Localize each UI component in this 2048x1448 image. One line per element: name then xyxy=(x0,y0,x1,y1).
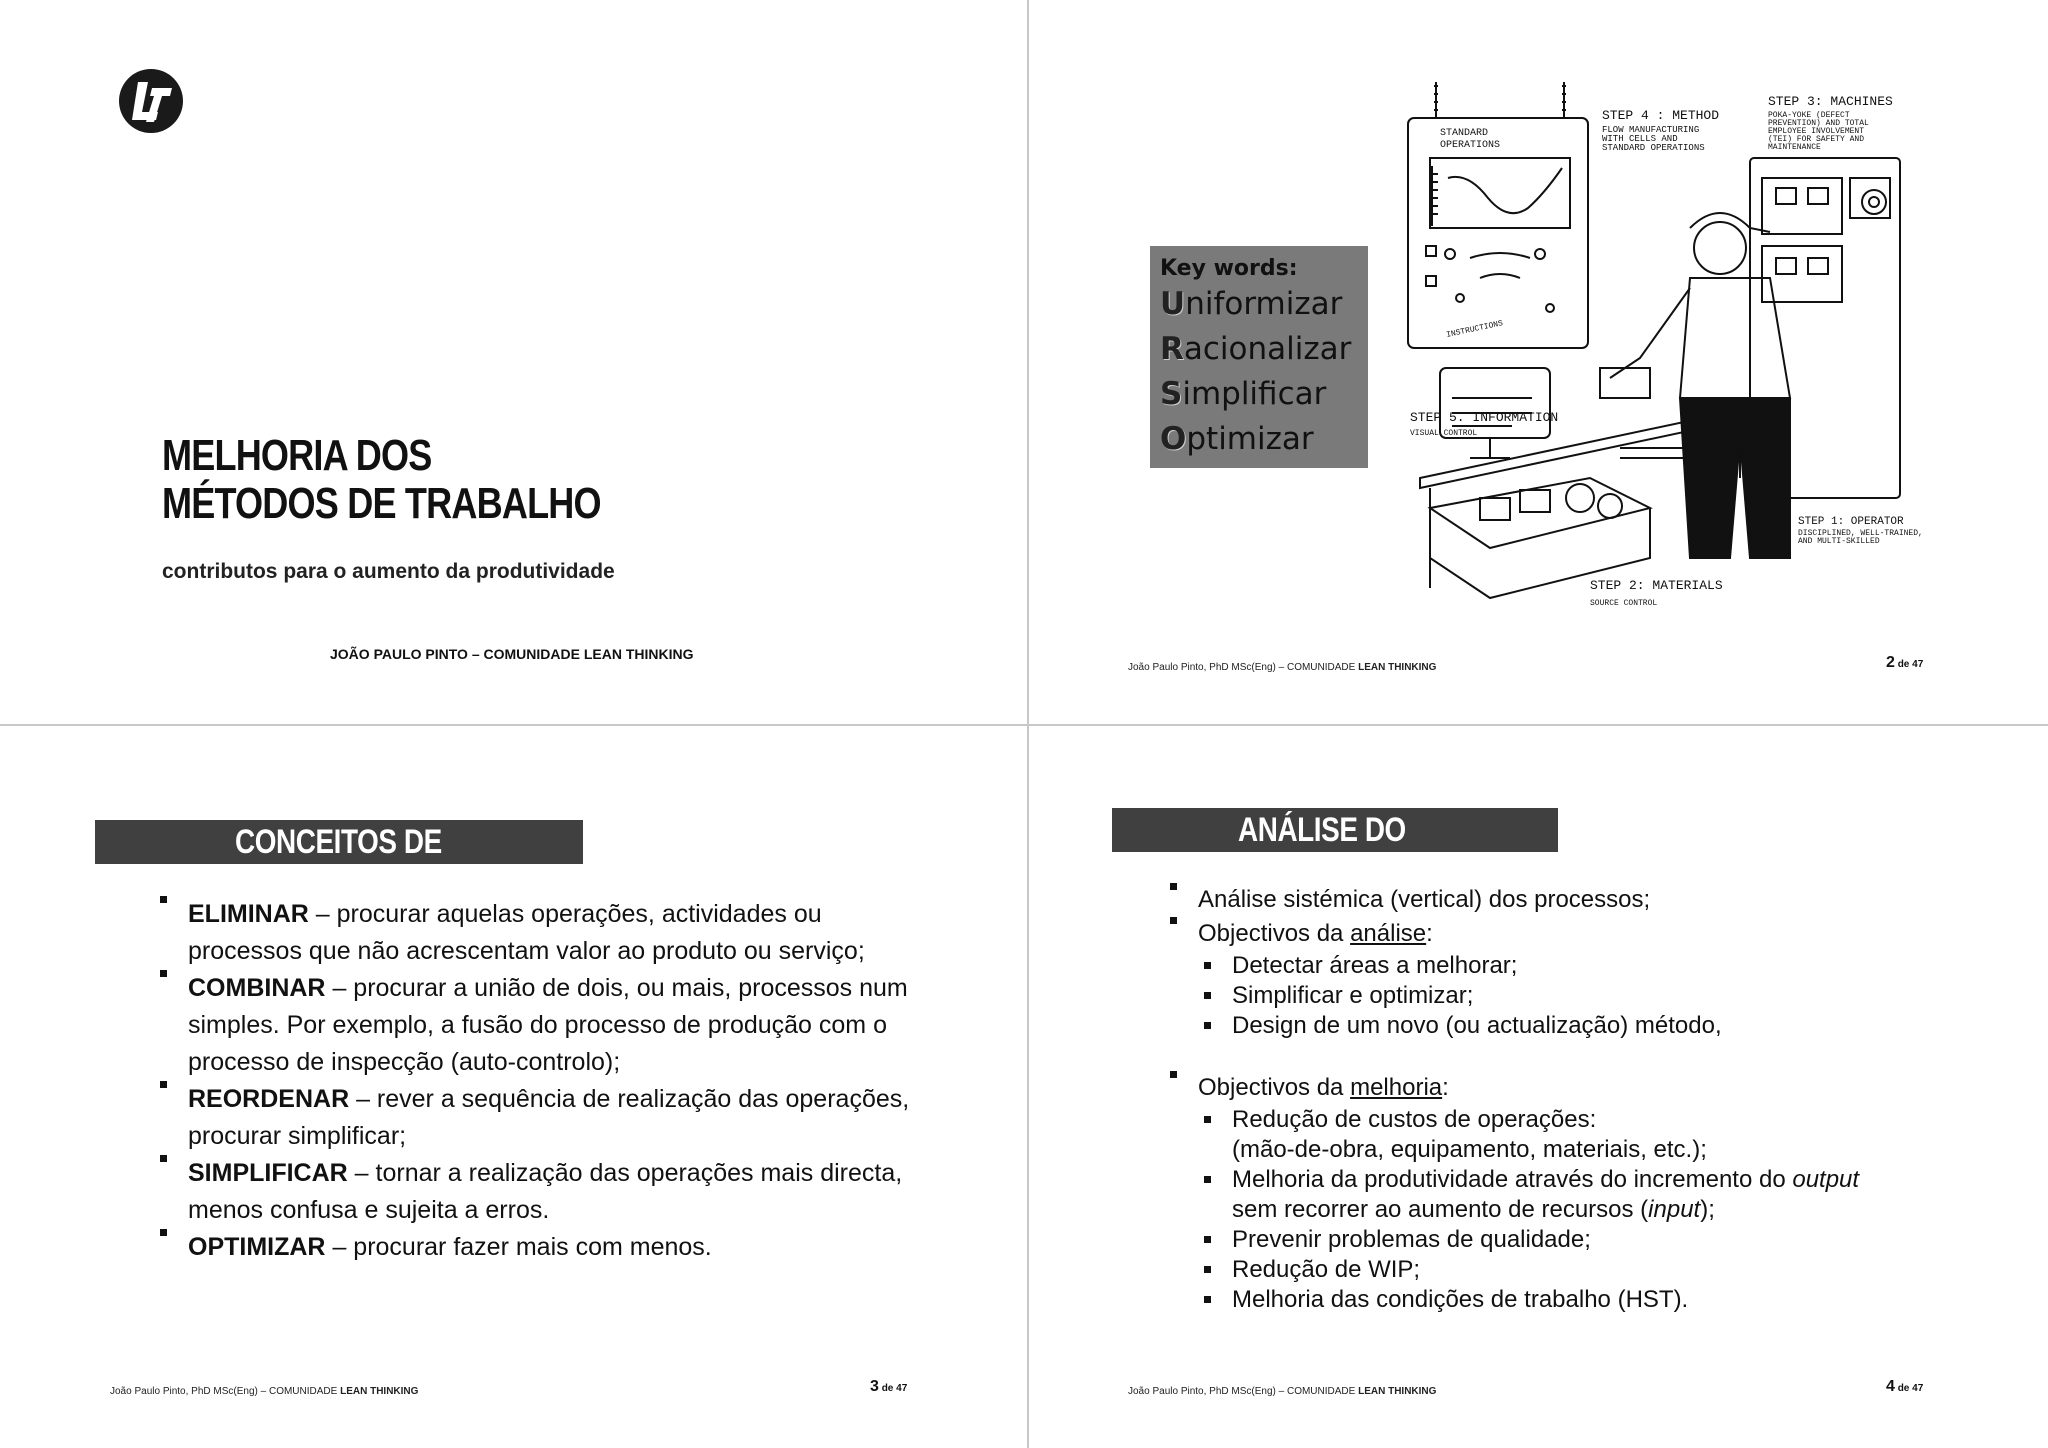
bullet-simplificar: SIMPLIFICAR – tornar a realização das operações mais directa, menos confusa e sujeita a erros. xyxy=(158,1155,918,1229)
slide-3-page-number: 3 de 47 xyxy=(870,1378,908,1395)
objectivos-analise-sublist xyxy=(1198,951,1988,1041)
slide-3-bullet-list xyxy=(158,896,918,1266)
bullet-eliminar: ELIMINAR – procurar aquelas operações, actividades ou processos que não acrescentam valor ao produto ou serviço; xyxy=(158,896,918,970)
bullet-optimizar: OPTIMIZAR – procurar fazer mais com menos. xyxy=(158,1229,918,1266)
bullet-analise-sistemica: Análise sistémica (vertical) dos processos; xyxy=(1168,883,1988,917)
slide-2-footer: João Paulo Pinto, PhD MSc(Eng) – COMUNIDADE LEAN THINKING xyxy=(1128,662,1437,673)
bullet-reordenar: REORDENAR – rever a sequência de realização das operações, procurar simplificar; xyxy=(158,1081,918,1155)
sub-design: Design de um novo (ou actualização) método, xyxy=(1198,1011,1988,1041)
title-line-1: MELHORIA DOS xyxy=(162,431,432,480)
title-line-2: MÉTODOS DE TRABALHO xyxy=(162,479,601,528)
slide-4-footer: João Paulo Pinto, PhD MSc(Eng) – COMUNIDADE LEAN THINKING xyxy=(1128,1386,1437,1397)
label-step5-text: VISUAL CONTROL xyxy=(1410,429,1478,438)
label-standard-ops: STANDARD OPERATIONS xyxy=(1440,128,1501,151)
sub-detectar: Detectar áreas a melhorar; xyxy=(1198,951,1988,981)
slide-4-bullet-list xyxy=(1168,883,1988,1315)
sub-hst: Melhoria das condições de trabalho (HST). xyxy=(1198,1285,1988,1315)
sub-qualidade: Prevenir problemas de qualidade; xyxy=(1198,1225,1988,1255)
slide-2-page-number: 2 de 47 xyxy=(1886,654,1924,671)
label-step2-title: STEP 2: MATERIALS xyxy=(1590,578,1723,593)
sub-reducao-custos: Redução de custos de operações: (mão-de-obra, equipamento, materiais, etc.); xyxy=(1198,1105,1988,1165)
label-instructions: INSTRUCTIONS xyxy=(1445,319,1504,340)
slide-4-page-number: 4 de 47 xyxy=(1886,1378,1924,1395)
page-divider-horizontal xyxy=(0,724,2048,726)
sub-wip: Redução de WIP; xyxy=(1198,1255,1988,1285)
slide-1-author: JOÃO PAULO PINTO – COMUNIDADE LEAN THINKING xyxy=(330,646,694,662)
label-step1-title: STEP 1: OPERATOR xyxy=(1798,516,1904,528)
lean-thinking-logo-icon xyxy=(118,68,184,134)
slide-1-title xyxy=(162,432,601,528)
label-step2-text: SOURCE CONTROL xyxy=(1590,599,1658,608)
label-step3-text: POKA-YOKE (DEFECT PREVENTION) AND TOTAL EMPLOYEE INVOLVEMENT (TEI) FOR SAFETY AND MAINTENANCE xyxy=(1768,111,1869,152)
slide-4-header: ANÁLISE DO PROCESSO xyxy=(1112,808,1558,852)
sub-simplificar: Simplificar e optimizar; xyxy=(1198,981,1988,1011)
keyword-4: Optimizar xyxy=(1160,421,1314,457)
keyword-1: Uniformizar xyxy=(1160,286,1343,322)
keywords-title: Key words: xyxy=(1160,256,1298,281)
label-step4-title: STEP 4 : METHOD xyxy=(1602,108,1720,123)
label-step3-title: STEP 3: MACHINES xyxy=(1768,94,1893,109)
label-step1-text: DISCIPLINED, WELL-TRAINED, AND MULTI-SKILLED xyxy=(1798,529,1923,546)
slide-3-footer: João Paulo Pinto, PhD MSc(Eng) – COMUNIDADE LEAN THINKING xyxy=(110,1386,419,1397)
label-step5-title: STEP 5. INFORMATION xyxy=(1410,410,1559,425)
bullet-objectivos-melhoria: Objectivos da melhoria: Redução de custos de operações: (mão-de-obra, equipamento, materiais, etc.); Melhoria da produtividade através do incremento do output sem recorrer ao aumento de recursos (input); Prevenir problemas de qualidade; Redução de WIP; Melhoria das condições de trabalho (HST). xyxy=(1168,1071,1988,1315)
keyword-3: Simplificar xyxy=(1160,376,1327,412)
slide-1-subtitle: contributos para o aumento da produtividade xyxy=(162,560,615,583)
bullet-objectivos-analise: Objectivos da análise: Detectar áreas a melhorar; Simplificar e optimizar; Design de um novo (ou actualização) método, xyxy=(1168,917,1988,1041)
keywords-box xyxy=(1150,246,1368,468)
bullet-combinar: COMBINAR – procurar a união de dois, ou mais, processos num simples. Por exemplo, a fusão do processo de produção com o processo de inspecção (auto-controlo); xyxy=(158,970,918,1081)
keyword-2: Racionalizar xyxy=(1160,331,1352,367)
slide-3-header: CONCEITOS DE MELHORIA xyxy=(95,820,583,864)
objectivos-melhoria-sublist xyxy=(1198,1105,1988,1315)
label-step4-text: FLOW MANUFACTURING WITH CELLS AND STANDARD OPERATIONS xyxy=(1602,125,1705,153)
sub-produtividade: Melhoria da produtividade através do incremento do output sem recorrer ao aumento de recursos (input); xyxy=(1198,1165,1988,1225)
